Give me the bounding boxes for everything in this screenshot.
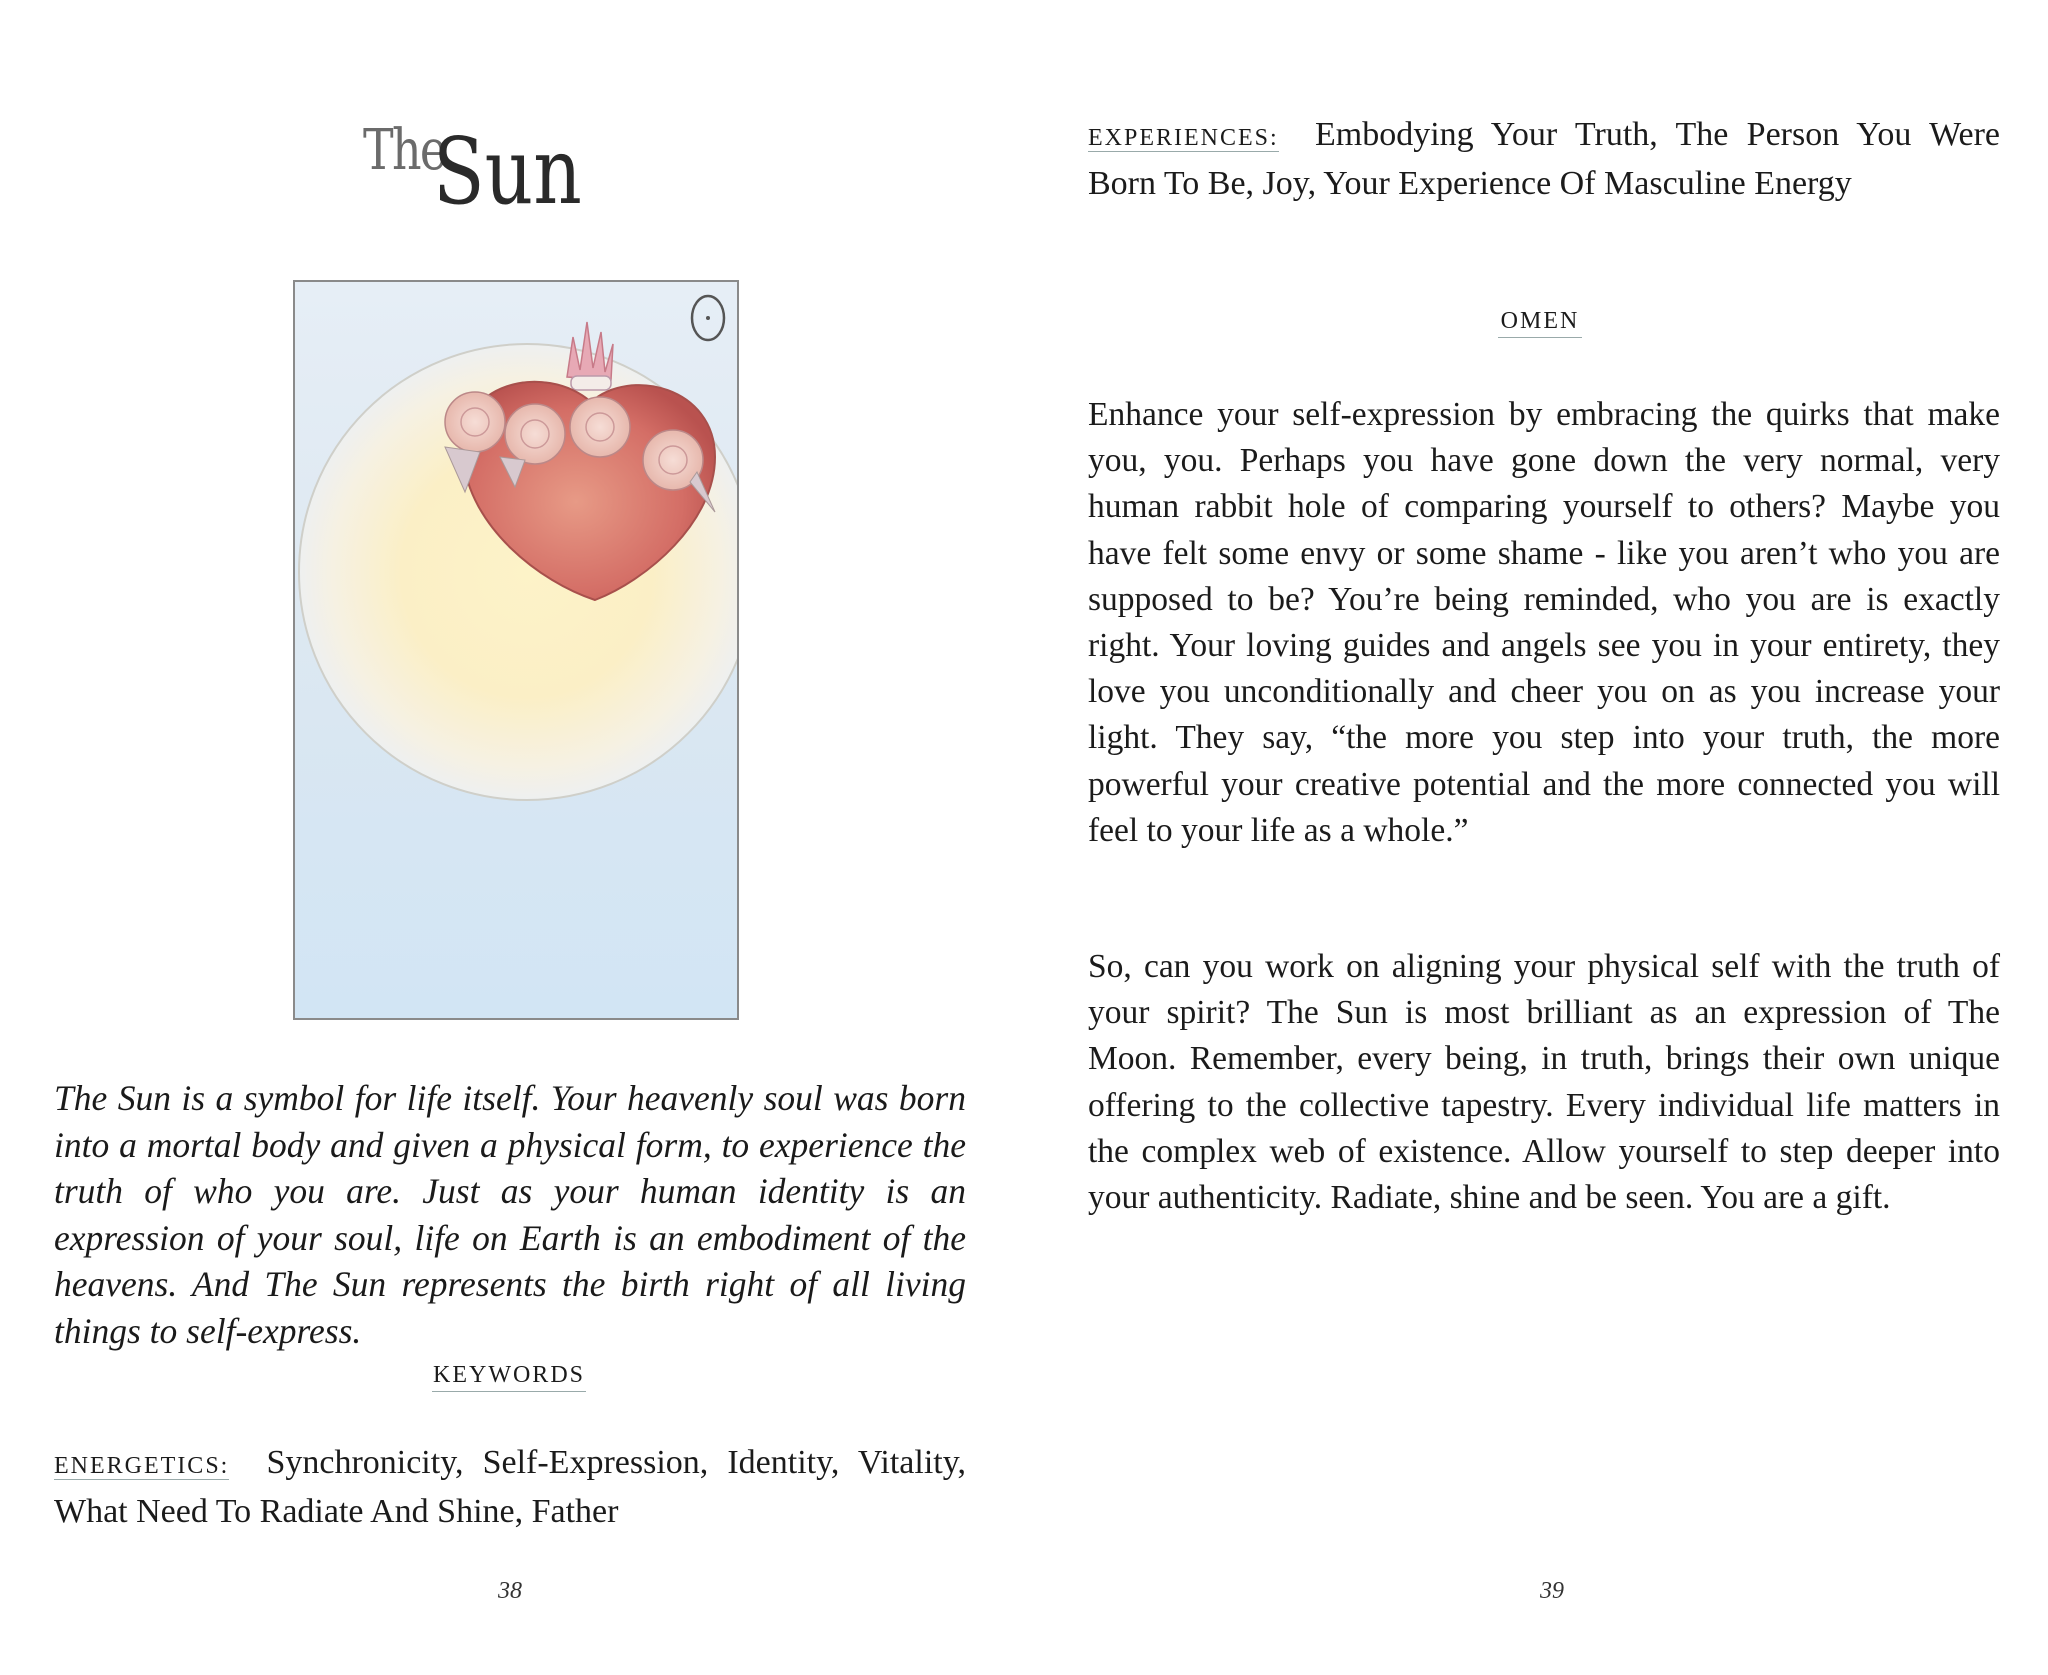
energetics-text: Synchronicity, Self-Expression, Identity, Vitality, What Need To Radiate And Shine, Father bbox=[54, 1444, 967, 1530]
page-number-right: 39 bbox=[1540, 1578, 1564, 1604]
sacred-heart-illustration bbox=[295, 282, 737, 1018]
energetics-label: ENERGETICS: bbox=[54, 1453, 230, 1479]
omen-paragraph-1: Enhance your self-expression by embracing the quirks that make you, you. Perhaps you have gone down the very normal, very human rabbit hole of comparing yourself to others? Maybe you have felt some envy or some shame - like you aren’t who you are supposed to be? You’re being reminded, who you are is exactly right. Your loving guides and angels see you in your entirety, they love you unconditionally and cheer you on as you increase your light. They say, “the more you step into your truth, the more powerful your creative potential and the more connected you will feel to your life as a whole.” bbox=[1088, 396, 2000, 849]
title-sun: Sun bbox=[433, 118, 582, 225]
title-the: The bbox=[363, 118, 446, 183]
sun-card-illustration bbox=[293, 280, 739, 1020]
flame-crown bbox=[567, 322, 613, 390]
omen-heading: OMEN bbox=[1498, 308, 1582, 338]
keywords-heading: KEYWORDS bbox=[432, 1362, 586, 1392]
experiences-text: Embodying Your Truth, The Person You Were Born To Be, Joy, Your Experience Of Masculine Energy bbox=[1088, 116, 2001, 202]
energetics-line bbox=[54, 1440, 966, 1535]
right-page bbox=[1024, 0, 2048, 1675]
omen-paragraph-2: So, can you work on aligning your physical self with the truth of your spirit? The Sun is most brilliant as an expression of The Moon. Remember, every being, in truth, brings their own unique offering to the collective tapestry. Every individual life matters in the complex web of existence. Allow yourself to step deeper into your authenticity. Radiate, shine and be seen. You are a gift. bbox=[1088, 948, 2000, 1217]
experiences-line bbox=[1088, 112, 2000, 207]
card-intro: The Sun is a symbol for life itself. Your heavenly soul was born into a mortal body and given a physical form, to experience the truth of who you are. Just as your human identity is an expression of your soul, life on Earth is an embodiment of the heavens. And The Sun represents the birth right of all living things to self-express. bbox=[54, 1078, 966, 1351]
card-title bbox=[355, 118, 595, 238]
experiences-label: EXPERIENCES: bbox=[1088, 125, 1279, 151]
page-number-left: 38 bbox=[498, 1578, 522, 1604]
